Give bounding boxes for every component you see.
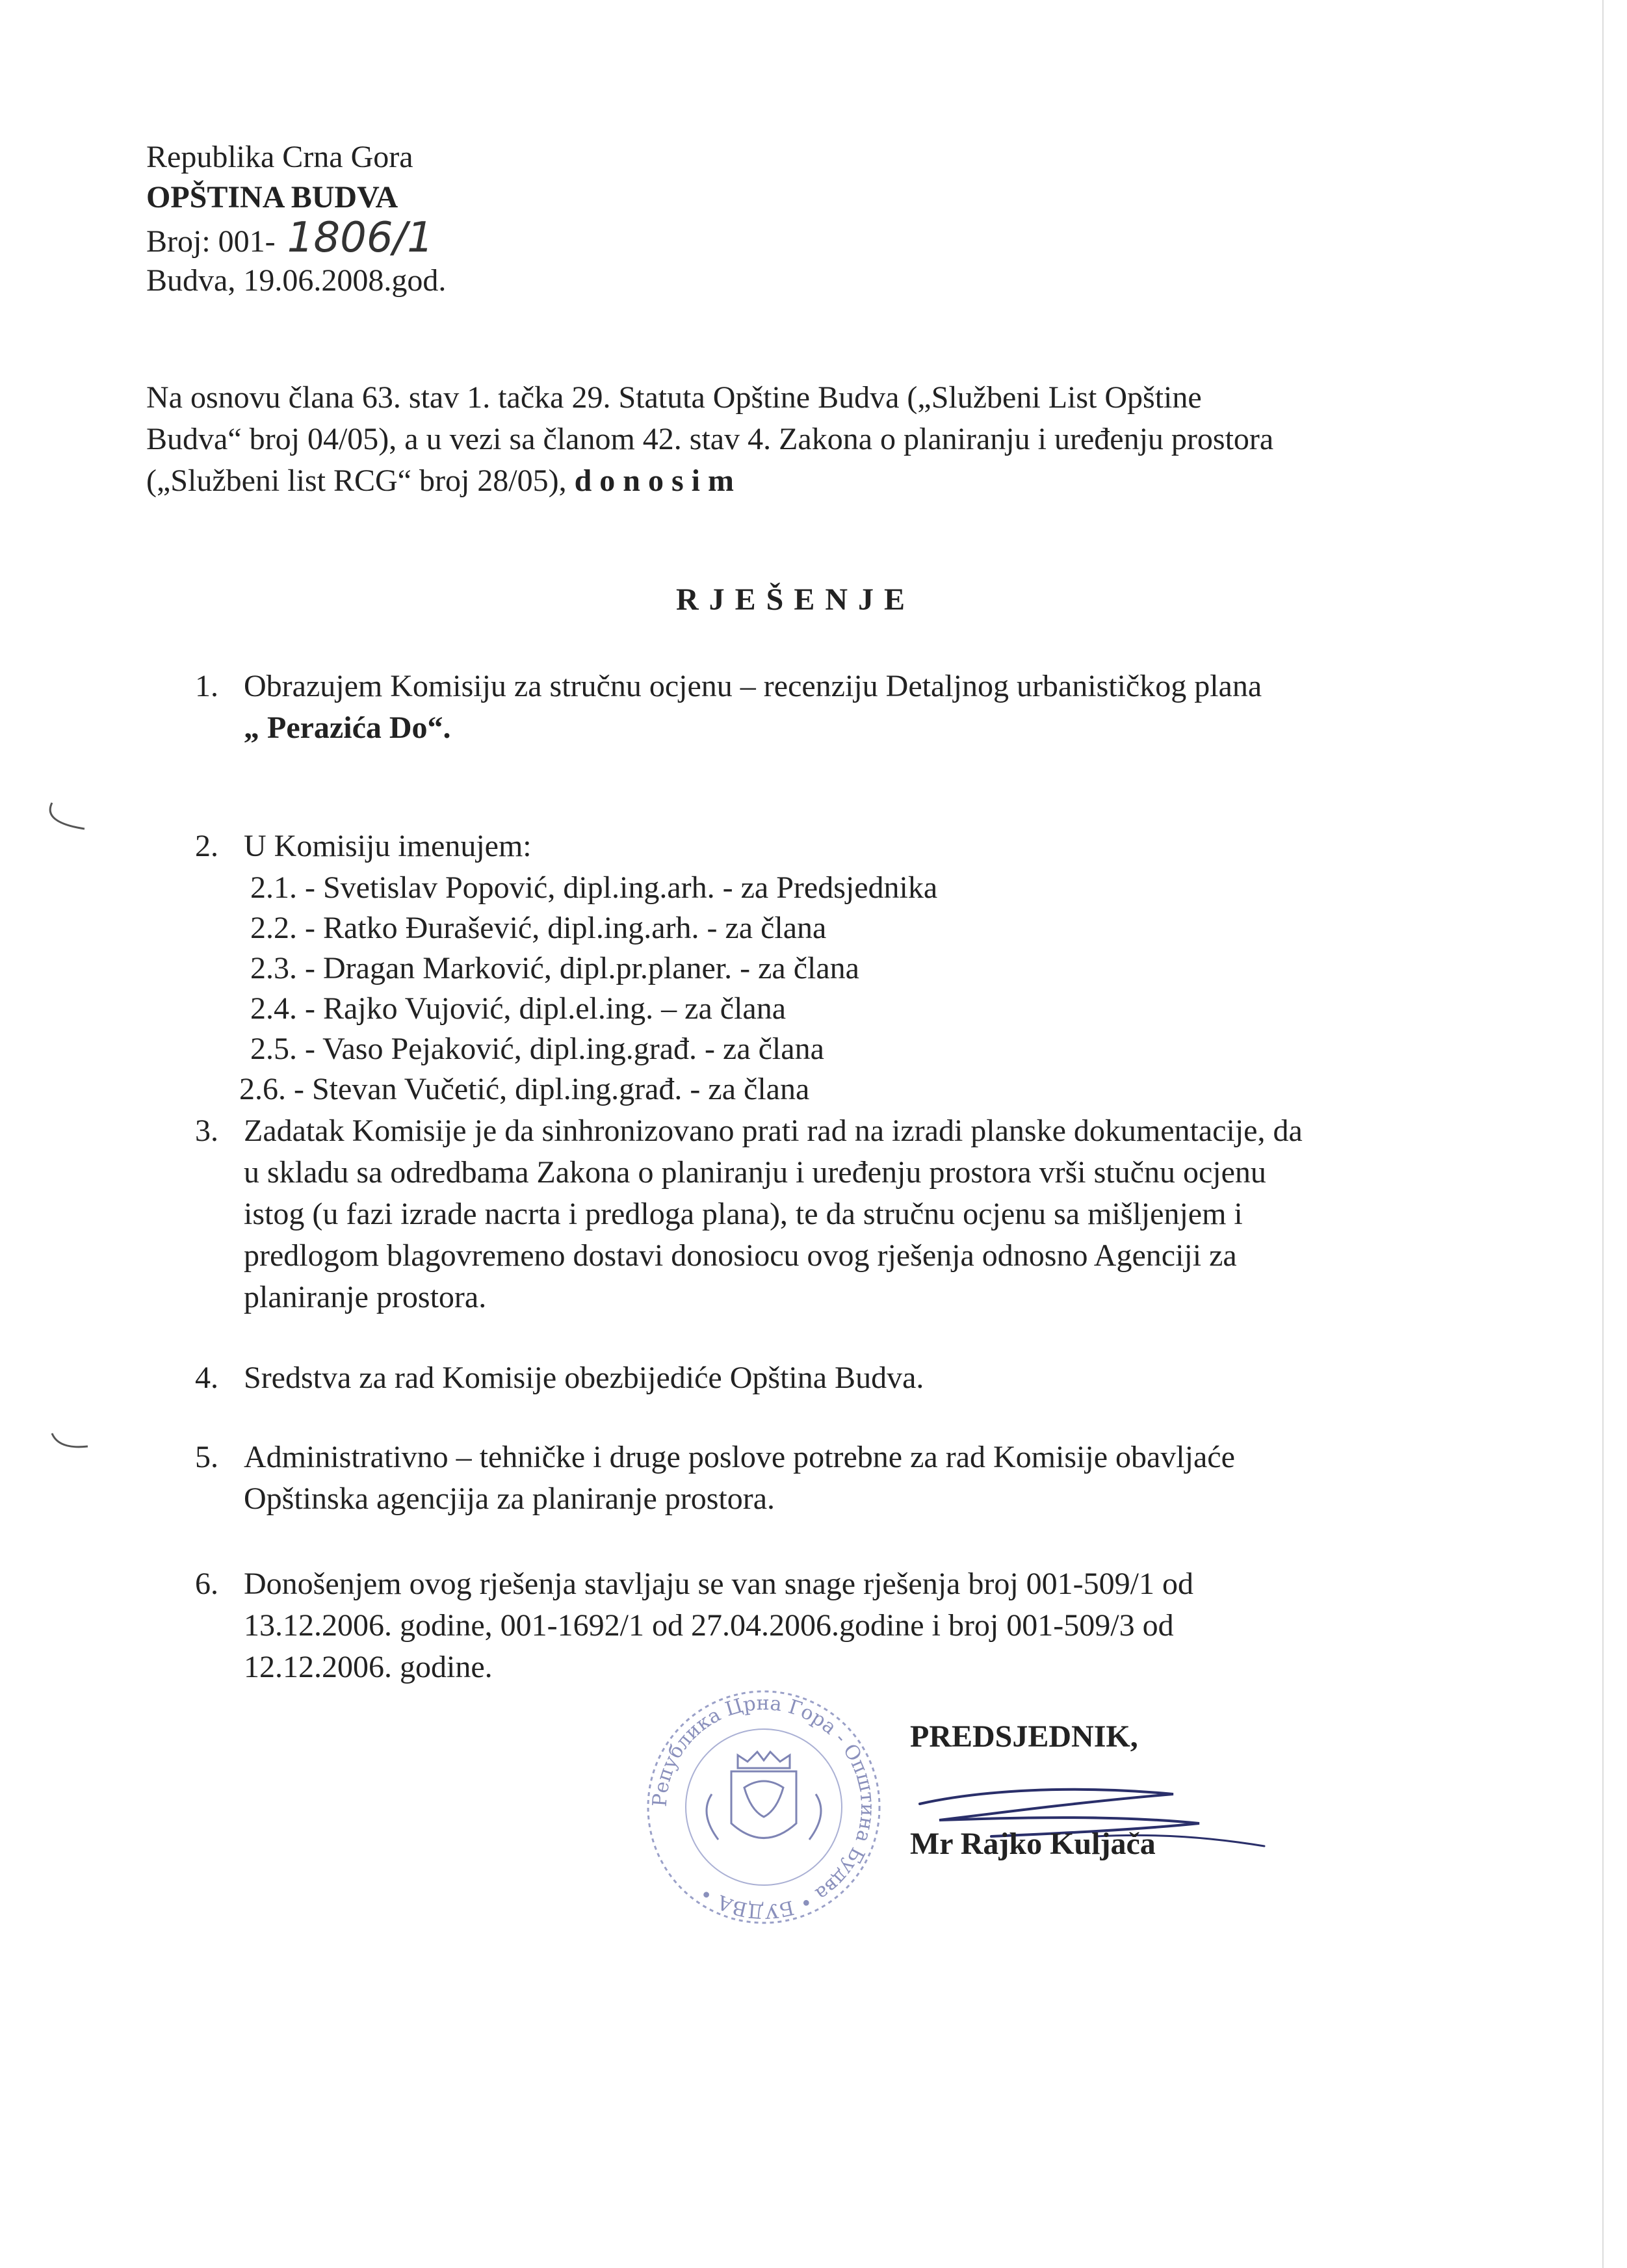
item-3-line-3: istog (u fazi izrade nacrta i predloga plana), te da stručnu ocjenu sa mišljenjem i [244,1197,1243,1231]
item-6-line-3: 12.12.2006. godine. [244,1650,493,1684]
item-4-line-1: Sredstva za rad Komisije obezbijediće Opština Budva. [244,1361,924,1395]
item-1-number: 1. [195,669,218,703]
header-place-date: Budva, 19.06.2008.god. [146,263,447,298]
item-5-number: 5. [195,1440,218,1474]
item-6-line-2: 13.12.2006. godine, 001-1692/1 od 27.04.2006.godine i broj 001-509/3 od [244,1608,1174,1643]
margin-mark-icon [46,1427,98,1459]
coat-of-arms-icon [707,1752,821,1840]
margin-mark-icon [39,796,98,842]
preamble-line-2: Budva“ broj 04/05), a u vezi sa članom 42. stav 4. Zakona o planiranju i uređenju prostora [146,422,1274,456]
item-1-line-2: „ Perazića Do“. [244,710,451,745]
item-5-line-1: Administrativno – tehničke i druge poslove potrebne za rad Komisije obavljaće [244,1440,1235,1474]
member-2-5: 2.5. - Vaso Pejaković, dipl.ing.građ. - za člana [250,1032,824,1066]
preamble-line-3-text: („Službeni list RCG“ broj 28/05), [146,463,567,498]
item-4-number: 4. [195,1361,218,1395]
member-2-1: 2.1. - Svetislav Popović, dipl.ing.arh. - za Predsjednika [250,870,938,905]
document-title: RJEŠENJE [676,582,916,617]
member-2-3: 2.3. - Dragan Marković, dipl.pr.planer. - za člana [250,951,859,985]
item-3-number: 3. [195,1114,218,1148]
member-2-4: 2.4. - Rajko Vujović, dipl.el.ing. – za člana [250,991,787,1026]
item-1-line-1: Obrazujem Komisiju za stručnu ocjenu – recenziju Detaljnog urbanističkog plana [244,669,1262,703]
preamble-line-3 [146,460,742,502]
item-2-number: 2. [195,829,218,863]
signature-role: PREDSJEDNIK, [910,1719,1138,1754]
item-5-line-2: Opštinska agencjija za planiranje prostora. [244,1481,775,1516]
item-2-line-1: U Komisiju imenujem: [244,829,532,863]
item-6-number: 6. [195,1567,218,1601]
item-3-line-4: predlogom blagovremeno dostavi donosiocu ovog rješenja odnosno Agenciji za [244,1238,1237,1273]
item-3-line-1: Zadatak Komisije je da sinhronizovano prati rad na izradi planske dokumentacije, da [244,1114,1303,1148]
signature-name: Mr Rajko Kuljača [910,1827,1156,1861]
stamp-ring-text: Република Црна Гора - Општина Будва • БУДВА • [648,1691,879,1923]
svg-text:Република Црна Гора - Општина [649,1692,879,1922]
scan-edge-line [1602,0,1604,2268]
header-municipality: OPŠTINA BUDVA [146,180,398,215]
header-number [146,214,434,263]
header-country: Republika Crna Gora [146,140,413,174]
preamble-line-1: Na osnovu člana 63. stav 1. tačka 29. Statuta Opštine Budva („Službeni List Opštine [146,380,1202,415]
official-stamp [634,1684,894,1931]
header-number-suffix: /1 [393,214,434,262]
preamble-donosim: donosim [574,463,742,498]
header-number-label: Broj: 001- [146,224,276,259]
header-number-handwritten: 1806 [287,214,393,262]
member-2-2: 2.2. - Ratko Đurašević, dipl.ing.arh. - za člana [250,911,827,945]
item-6-line-1: Donošenjem ovog rješenja stavljaju se van snage rješenja broj 001-509/1 od [244,1567,1193,1601]
item-3-line-5: planiranje prostora. [244,1280,487,1314]
item-3-line-2: u skladu sa odredbama Zakona o planiranju i uređenju prostora vrši stučnu ocjenu [244,1155,1266,1190]
member-2-6: 2.6. - Stevan Vučetić, dipl.ing.građ. - za člana [239,1072,810,1106]
